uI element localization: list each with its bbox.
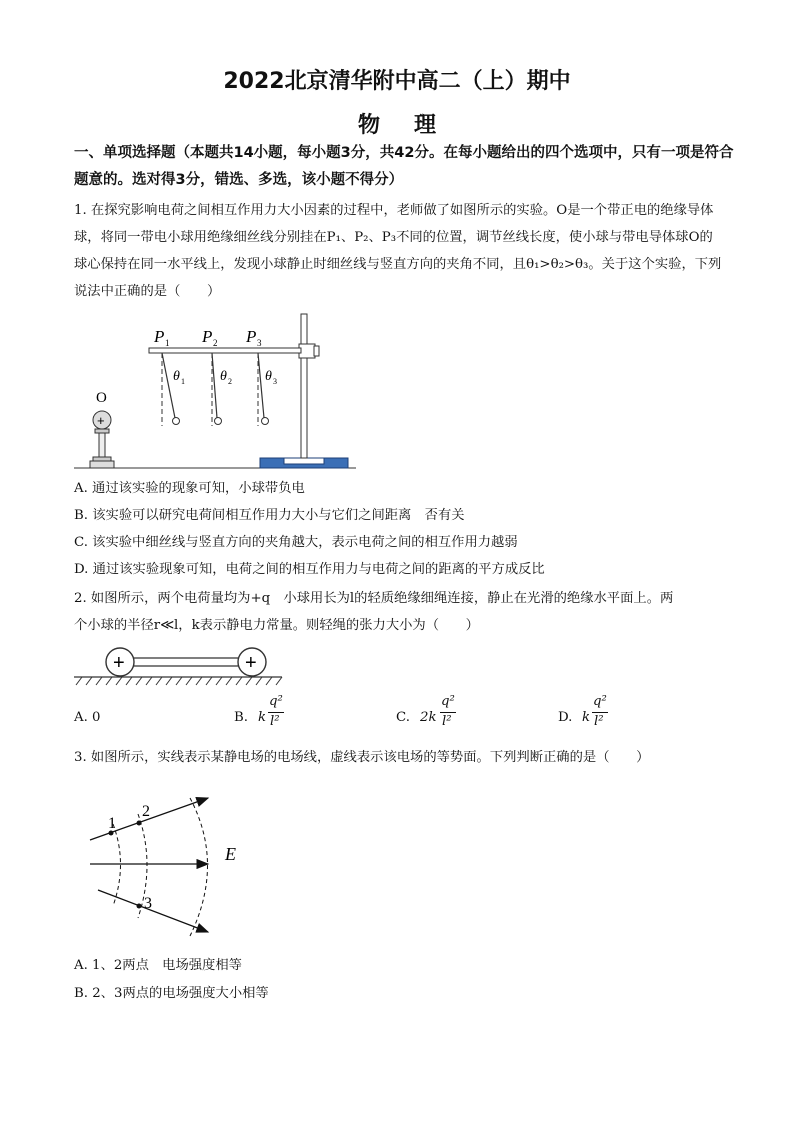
label-o: O — [96, 390, 107, 406]
q2-option-a[interactable]: A. 0 — [74, 710, 101, 725]
exam-page: 2022北京清华附中高二（上）期中 物理 一、单项选择题（本题共14小题，每小题3分，共42分。在每小题给出的四个选项中，只有一项是符合题意的。选对得3分，错选、多选，该小题不得分） 1. 在探究影响电荷之间相互作用力大小因素的过程中，老师做了如图所示的实验。O是一个带正电的绝缘导体球，将同一带电小球用绝缘细丝线分别挂在P₁、P₂、P₃不同的位置，调节丝线长度，使小球与带电导体球O的球心保持在同一水平线上，发现小球静止时细丝线与竖直方向的夹角不同，且θ₁>θ₂>θ₃。关于这个实验，下列说法中正确的是（ ） P 1 P 2 P 3 θ 1 θ 2 θ 3 O + A. 通过该实验的现象可知，小球带负电 B. 该实验可以研究电荷间相互作用力大小与它们之间距离 否有关 C. 该实验中细丝线与竖直方向的夹角越大，表示电荷之间的相互作用力越弱 D. 通过该实验现象可知，电荷之间的相互作用力与电荷之间的距离的平方成反比 2. 如图所示，两个电荷量均为+q 小球用长为l的轻质绝缘细绳连接，静止在光滑的绝缘水平面上。两 个小球的半径r≪l，k表示静电力常量。则轻绳的张力大小为（ ） + + A. 0 B. k q² l² C. 2k q² l² D. k q² l² 3. 如图所示，实线表示某静电场的电场线，虚线表示该电场的等势面。下列判断正确的是（ ） 1 2 3 E A. 1、2两点 电场强度相等 B. 2、3两点的电场强度大小相等 — [0, 0, 794, 1122]
q1-option-d[interactable]: D. 通过该实验现象可知，电荷之间的相互作用力与电荷之间的距离的平方成反比 — [74, 562, 545, 577]
svg-text:+: + — [245, 652, 257, 674]
svg-text:+: + — [113, 652, 125, 674]
fraction-numerator: q² — [269, 694, 283, 709]
label-theta2: θ — [220, 369, 227, 384]
fraction-denominator: l² — [594, 714, 604, 729]
q2-figure — [72, 646, 284, 690]
q3-option-a[interactable]: A. 1、2两点 电场强度相等 — [74, 958, 242, 973]
label-theta1: θ — [173, 369, 180, 384]
q1-option-b[interactable]: B. 该实验可以研究电荷间相互作用力大小与它们之间距离 否有关 — [74, 508, 465, 523]
svg-text:2: 2 — [228, 377, 232, 386]
fraction-numerator: q² — [593, 694, 607, 709]
svg-text:2: 2 — [142, 803, 150, 820]
section-heading: 一、单项选择题（本题共14小题，每小题3分，共42分。在每小题给出的四个选项中，只有一项是符合题意的。选对得3分，错选、多选，该小题不得分） — [74, 145, 734, 188]
svg-text:1: 1 — [165, 338, 170, 348]
svg-text:3: 3 — [273, 377, 277, 386]
exam-subject: 物理 — [357, 113, 470, 138]
fraction-denominator: l² — [442, 714, 452, 729]
field-label-e: E — [225, 844, 236, 864]
q1-stem: 1. 在探究影响电荷之间相互作用力大小因素的过程中，老师做了如图所示的实验。O是一个带正电的绝缘导体球，将同一带电小球用绝缘细丝线分别挂在P₁、P₂、P₃不同的位置，调节丝线长度，使小球与带电导体球O的球心保持在同一水平线上，发现小球静止时细丝线与竖直方向的夹角不同，且θ₁>θ₂>θ₃。关于这个实验，下列说法中正确的是（ ） — [74, 203, 722, 299]
svg-text:3: 3 — [257, 338, 262, 348]
svg-text:1: 1 — [108, 815, 116, 832]
label-p1: P — [154, 327, 165, 346]
small-ball — [173, 418, 180, 425]
svg-text:2: 2 — [213, 338, 218, 348]
fraction-numerator: q² — [441, 694, 455, 709]
field-line-lower — [98, 890, 208, 932]
svg-text:3: 3 — [144, 895, 152, 912]
small-ball — [262, 418, 269, 425]
exam-title: 2022北京清华附中高二（上）期中 — [223, 69, 571, 94]
small-ball — [215, 418, 222, 425]
svg-text:1: 1 — [181, 377, 185, 386]
point-2 — [137, 821, 142, 826]
label-p3: P — [246, 327, 257, 346]
q3-figure — [80, 790, 250, 940]
horizontal-bar — [149, 348, 301, 353]
q1-option-a[interactable]: A. 通过该实验的现象可知，小球带负电 — [74, 481, 305, 496]
q3-stem: 3. 如图所示，实线表示某静电场的电场线，虚线表示该电场的等势面。下列判断正确的是（ ） — [74, 750, 650, 765]
svg-text:+: + — [97, 413, 105, 428]
q2-stem-line1: 2. 如图所示，两个电荷量均为+q 小球用长为l的轻质绝缘细绳连接，静止在光滑的绝缘水平面上。两 — [74, 591, 674, 606]
stand-pole — [301, 314, 307, 458]
q3-option-b[interactable]: B. 2、3两点的电场强度大小相等 — [74, 986, 269, 1001]
q1-option-c[interactable]: C. 该实验中细丝线与竖直方向的夹角越大，表示电荷之间的相互作用力越弱 — [74, 535, 518, 550]
q2-stem-line2: 个小球的半径r≪l，k表示静电力常量。则轻绳的张力大小为（ ） — [74, 618, 479, 633]
fraction-denominator: l² — [270, 714, 280, 729]
label-p2: P — [202, 327, 213, 346]
point-3 — [137, 904, 142, 909]
q1-figure — [70, 308, 360, 474]
label-theta3: θ — [265, 369, 272, 384]
